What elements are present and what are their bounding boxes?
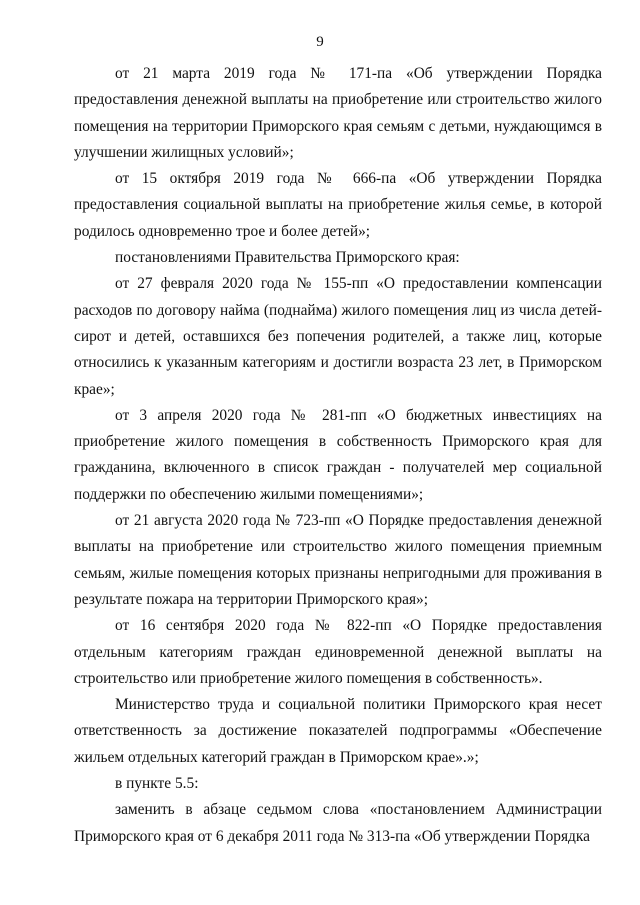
paragraph-replace-words: заменить в абзаце седьмом слова «постановлением Администрации Приморского края от 6 декабря 2011 года № 313-па «Об утверждении Порядка (74, 801, 602, 845)
page-number: 9 (316, 34, 324, 50)
paragraph-ministry-responsibility: Министерство труда и социальной политики Приморского края несет ответственность за достижение показателей подпрограммы «Обеспечение жильем отдельных категорий граждан в Приморском крае».»; (74, 696, 602, 766)
paragraph-resolution-155-pp: от 27 февраля 2020 года № 155-пп «О предоставлении компенсации расходов по договору найма (поднайма) жилого помещения лиц из числа детей-сирот и детей, оставшихся без попечения родителей, а также лиц, которые относились к указанным категориям и достигли возраста 23 лет, в Приморском крае»; (74, 275, 602, 398)
paragraph-resolution-666-pa: от 15 октября 2019 года № 666-па «Об утверждении Порядка предоставления социальной выплаты на приобретение жилья семье, в которой родилось одновременно трое и более детей»; (74, 170, 602, 240)
paragraph-resolution-822-pp: от 16 сентября 2020 года № 822-пп «О Порядке предоставления отдельным категориям граждан единовременной денежной выплаты на строительство или приобретение жилого помещения в собственность». (74, 617, 602, 687)
paragraph-resolution-723-pp: от 21 августа 2020 года № 723-пп «О Порядке предоставления денежной выплаты на приобретение или строительство жилого помещения приемным семьям, жилые помещения которых признаны непригодными для проживания в результате пожара на территории Приморского края»; (74, 512, 602, 608)
paragraph-clause-5-5: в пункте 5.5: (115, 775, 199, 793)
paragraph-government-resolutions-heading: постановлениями Правительства Приморского края: (115, 249, 460, 267)
paragraph-resolution-281-pp: от 3 апреля 2020 года № 281-пп «О бюджетных инвестициях на приобретение жилого помещения в собственность Приморского края для гражданина, включенного в список граждан - получателей мер социальной поддержки по обеспечению жилыми помещениями»; (74, 406, 602, 503)
document-body (74, 61, 602, 850)
paragraph-resolution-171-pa: от 21 марта 2019 года № 171-па «Об утверждении Порядка предоставления денежной выплаты на приобретение или строительство жилого помещения на территории Приморского края семьям с детьми, нуждающимся в улучшении жилищных условий»; (74, 65, 602, 161)
